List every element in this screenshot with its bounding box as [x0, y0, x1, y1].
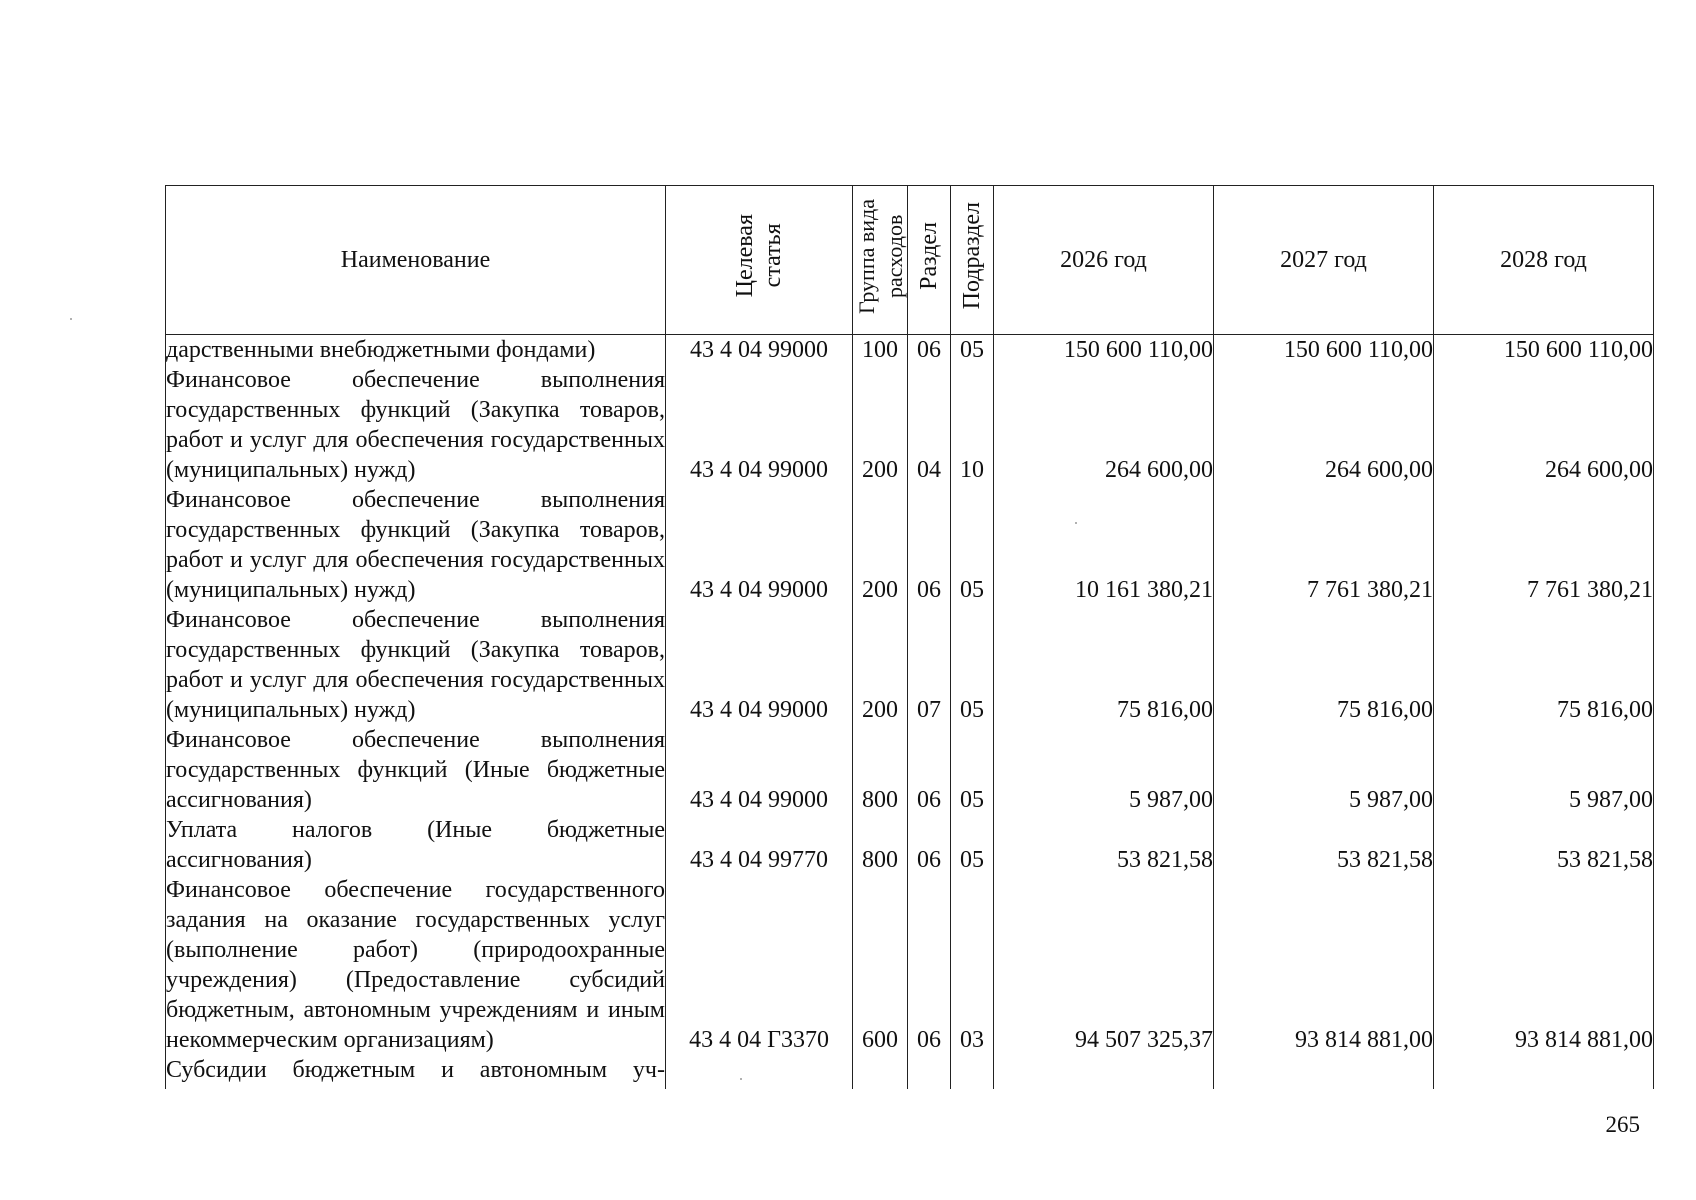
row-amount-2026: 53 821,58	[994, 815, 1214, 875]
row-target-article: 43 4 04 99770	[666, 815, 853, 875]
row-section: 06	[908, 725, 951, 815]
header-2028: 2028 год	[1434, 186, 1654, 335]
row-section: 07	[908, 605, 951, 725]
header-target-article: Целевая статья	[666, 186, 853, 335]
row-amount-2026	[994, 1055, 1214, 1089]
row-target-article: 43 4 04 Г3370	[666, 875, 853, 1055]
row-name: Финансовое обеспечение выполнения государственных функций (Закупка товаров, работ и услуг для обеспечения государственных (муниципальных) нужд)	[166, 487, 665, 603]
row-expense-group: 100	[853, 335, 908, 366]
row-subsection: 10	[951, 365, 994, 485]
row-amount-2028: 5 987,00	[1434, 725, 1654, 815]
row-amount-2027	[1214, 1055, 1434, 1089]
budget-table	[165, 185, 1654, 1089]
row-expense-group: 200	[853, 485, 908, 605]
table-header-row	[166, 186, 1654, 335]
row-amount-2027: 93 814 881,00	[1214, 875, 1434, 1055]
header-name: Наименование	[166, 186, 666, 335]
header-section: Раздел	[908, 186, 951, 335]
row-amount-2026: 150 600 110,00	[994, 335, 1214, 366]
row-amount-2026: 264 600,00	[994, 365, 1214, 485]
table-row	[166, 1055, 1654, 1089]
row-subsection: 05	[951, 725, 994, 815]
row-expense-group: 200	[853, 605, 908, 725]
row-subsection: 05	[951, 335, 994, 366]
row-target-article: 43 4 04 99000	[666, 725, 853, 815]
header-expense-group: Группа вида расходов	[853, 186, 908, 335]
row-subsection: 05	[951, 485, 994, 605]
row-amount-2028	[1434, 1055, 1654, 1089]
row-name: Финансовое обеспечение выполнения государственных функций (Иные бюджетные ассигнования)	[166, 727, 665, 813]
row-expense-group: 600	[853, 875, 908, 1055]
row-amount-2028: 53 821,58	[1434, 815, 1654, 875]
row-target-article: 43 4 04 99000	[666, 335, 853, 366]
row-amount-2027: 75 816,00	[1214, 605, 1434, 725]
row-name: Уплата налогов (Иные бюджетные ассигнования)	[166, 817, 665, 873]
row-amount-2027: 53 821,58	[1214, 815, 1434, 875]
row-section: 06	[908, 335, 951, 366]
budget-table-container	[165, 185, 1653, 1090]
table-row	[166, 365, 1654, 485]
row-expense-group: 800	[853, 815, 908, 875]
row-amount-2028: 93 814 881,00	[1434, 875, 1654, 1055]
row-target-article: 43 4 04 99000	[666, 365, 853, 485]
header-subsection: Подраздел	[951, 186, 994, 335]
row-amount-2027: 264 600,00	[1214, 365, 1434, 485]
row-subsection: 05	[951, 605, 994, 725]
table-row	[166, 605, 1654, 725]
row-amount-2027: 150 600 110,00	[1214, 335, 1434, 366]
row-name: Финансовое обеспечение выполнения государственных функций (Закупка товаров, работ и услуг для обеспечения государственных (муниципальных) нужд)	[166, 607, 665, 723]
row-name: Субсидии бюджетным и автономным уч-	[166, 1055, 666, 1089]
scan-speck	[70, 318, 72, 320]
row-target-article: 43 4 04 99000	[666, 485, 853, 605]
row-amount-2028: 150 600 110,00	[1434, 335, 1654, 366]
page-number: 265	[1605, 1112, 1640, 1137]
header-2027: 2027 год	[1214, 186, 1434, 335]
scan-speck	[1075, 522, 1077, 524]
row-expense-group: 800	[853, 725, 908, 815]
table-row	[166, 485, 1654, 605]
row-subsection	[951, 1055, 994, 1089]
row-amount-2028: 75 816,00	[1434, 605, 1654, 725]
row-name: Финансовое обеспечение выполнения государственных функций (Закупка товаров, работ и услуг для обеспечения государственных (муниципальных) нужд)	[166, 367, 665, 483]
row-amount-2026: 94 507 325,37	[994, 875, 1214, 1055]
row-target-article: 43 4 04 99000	[666, 605, 853, 725]
row-amount-2027: 5 987,00	[1214, 725, 1434, 815]
scan-speck	[740, 1078, 742, 1080]
row-section	[908, 1055, 951, 1089]
row-amount-2028: 264 600,00	[1434, 365, 1654, 485]
table-row	[166, 875, 1654, 1055]
row-amount-2026: 75 816,00	[994, 605, 1214, 725]
row-name: Финансовое обеспечение государственного задания на оказание государственных услуг (выполнение работ) (природоохранные учреждения) (Предоставление субсидий бюджетным, автономным учреждениям и иным некоммерческим организациям)	[166, 877, 665, 1053]
row-section: 06	[908, 485, 951, 605]
table-row	[166, 335, 1654, 366]
row-name: дарственными внебюджетными фондами)	[166, 335, 666, 366]
row-expense-group	[853, 1055, 908, 1089]
row-amount-2026: 5 987,00	[994, 725, 1214, 815]
row-subsection: 03	[951, 875, 994, 1055]
table-row	[166, 815, 1654, 875]
row-amount-2028: 7 761 380,21	[1434, 485, 1654, 605]
row-section: 04	[908, 365, 951, 485]
row-subsection: 05	[951, 815, 994, 875]
row-expense-group: 200	[853, 365, 908, 485]
row-amount-2026: 10 161 380,21	[994, 485, 1214, 605]
row-amount-2027: 7 761 380,21	[1214, 485, 1434, 605]
header-2026: 2026 год	[994, 186, 1214, 335]
row-section: 06	[908, 815, 951, 875]
row-target-article	[666, 1055, 853, 1089]
row-section: 06	[908, 875, 951, 1055]
table-row	[166, 725, 1654, 815]
